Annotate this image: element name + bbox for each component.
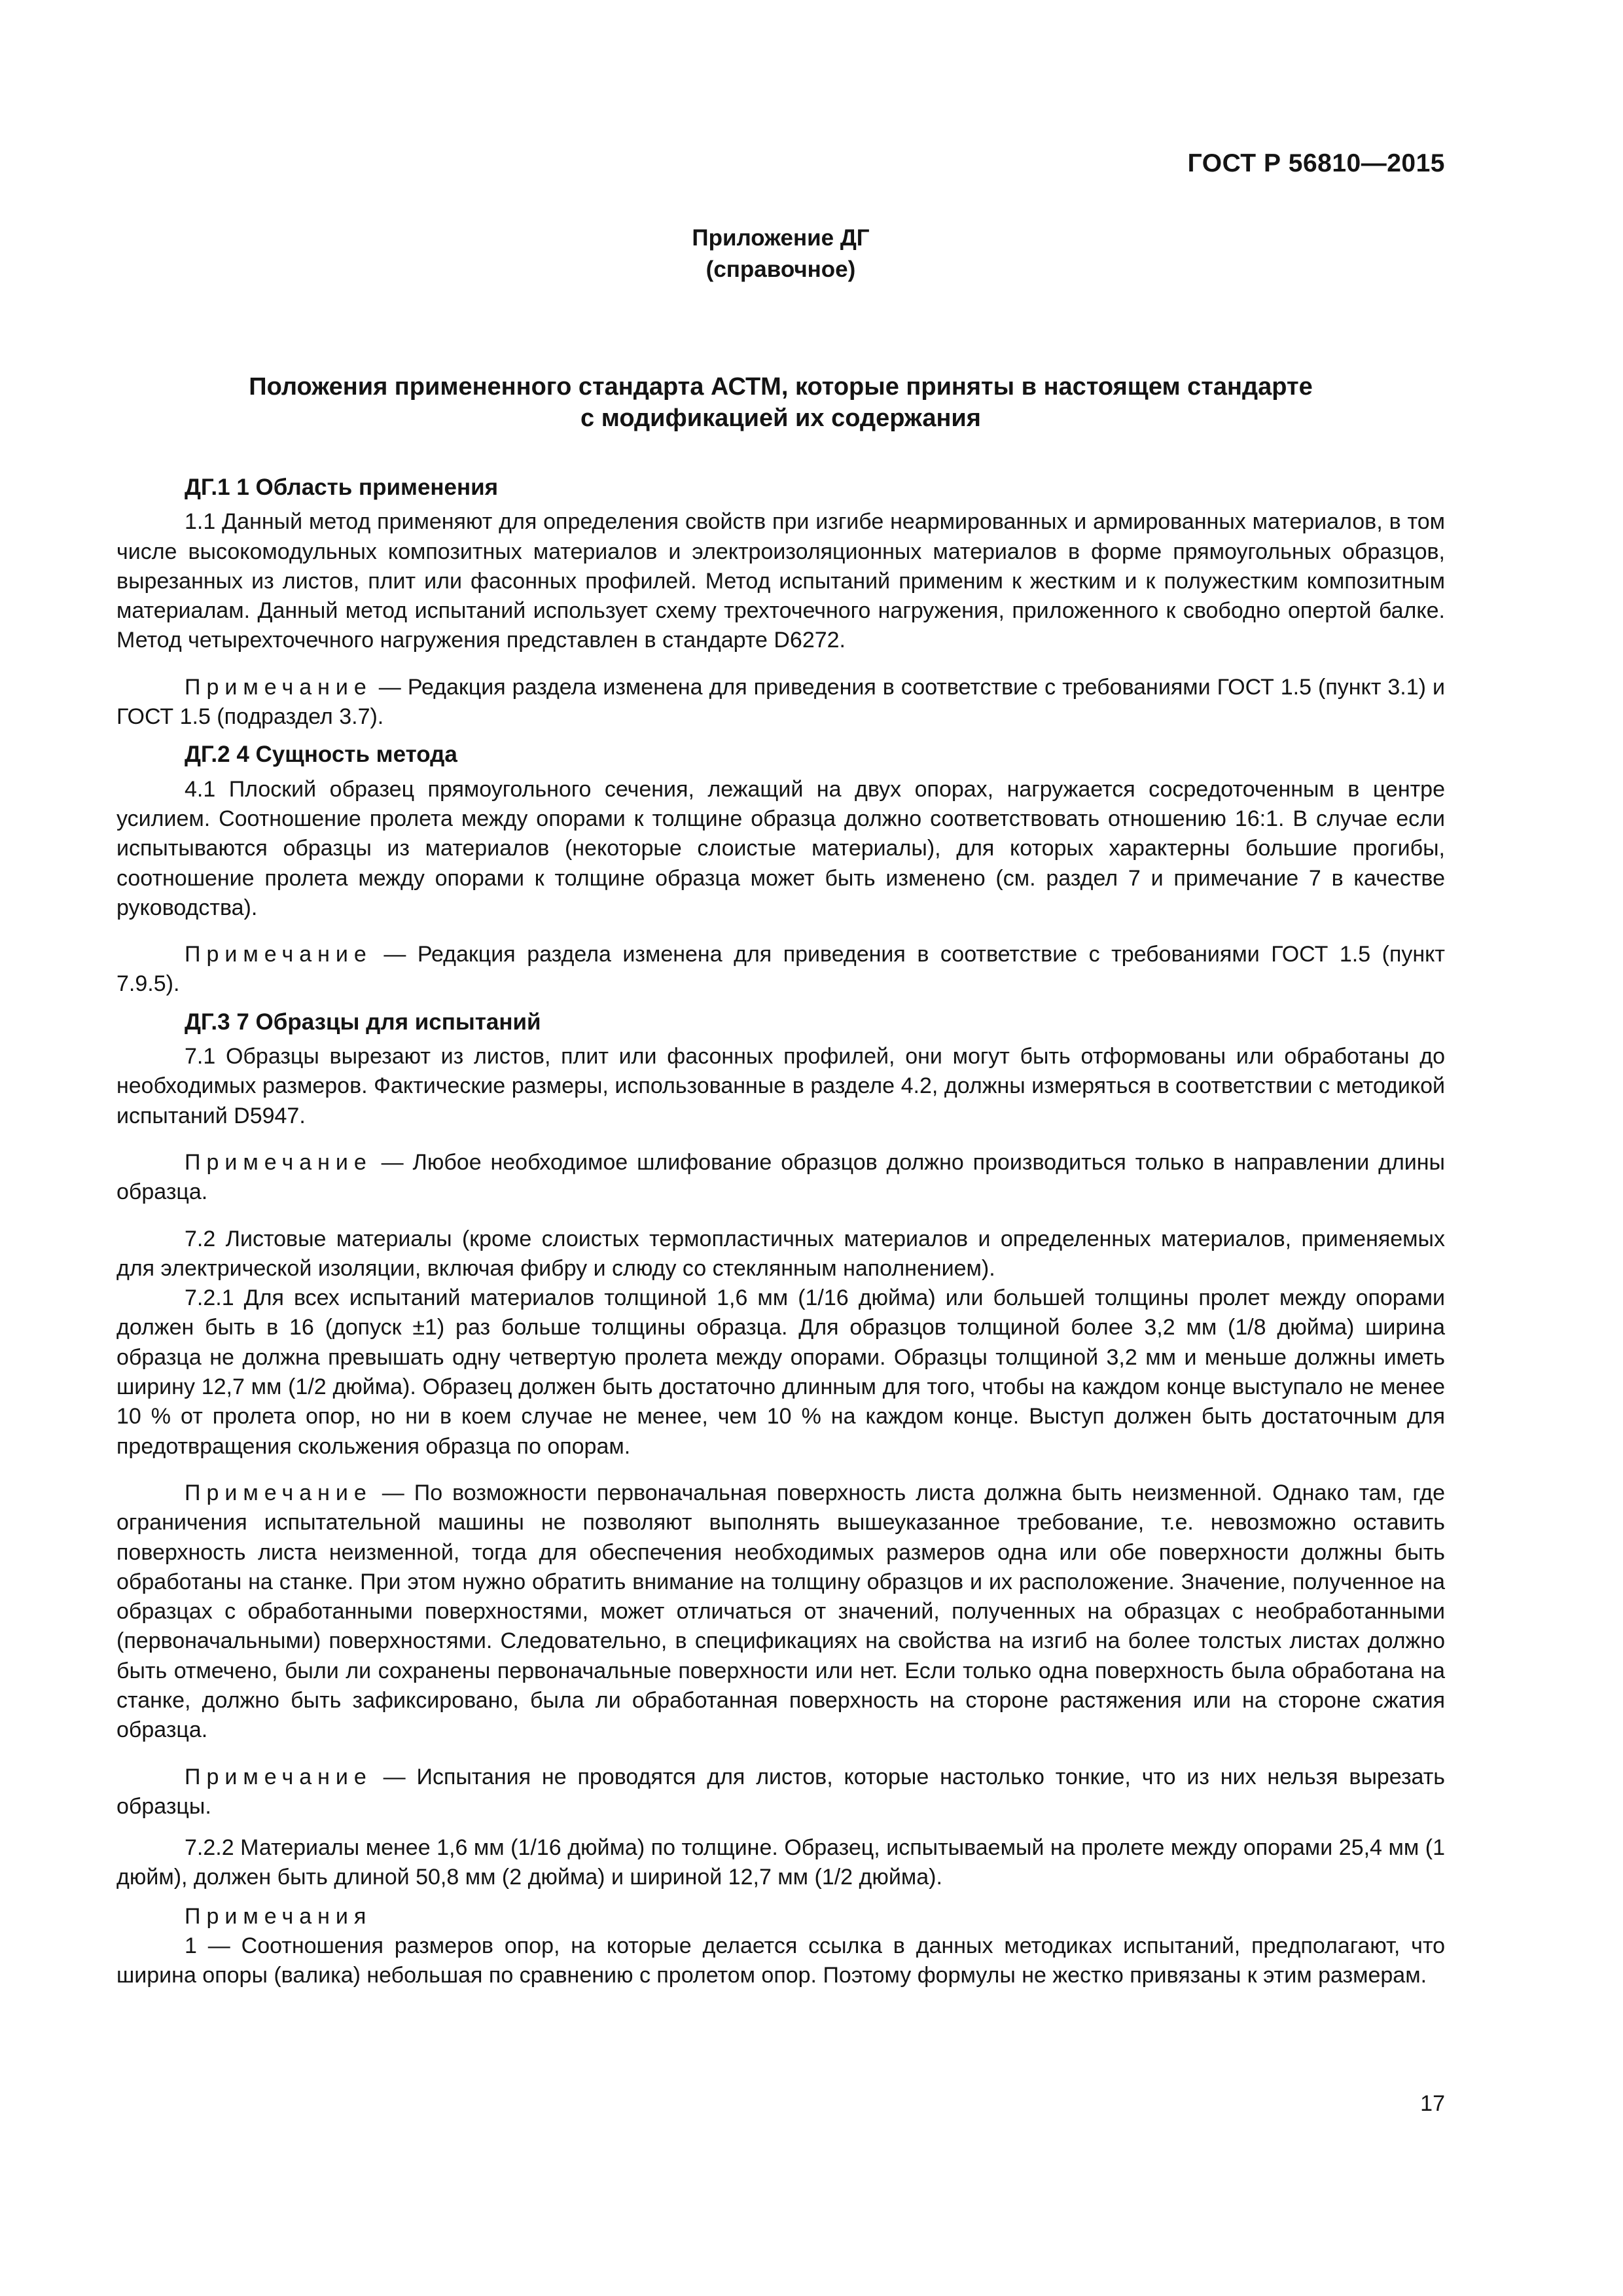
section-heading-dg2: ДГ.2 4 Сущность метода — [185, 742, 457, 768]
note-label: Примечание — [185, 1149, 372, 1175]
note-text: — Редакция раздела изменена для приведения в соответствие с требованиями ГОСТ 1.5 (пункт 3.1) и ГОСТ 1.5 (подраздел 3.7). — [116, 674, 1445, 730]
note-text: — Испытания не проводятся для листов, которые настолько тонкие, что из них нельзя вырезать образцы. — [116, 1764, 1445, 1819]
paragraph-7-2-1: 7.2.1 Для всех испытаний материалов толщиной 1,6 мм (1/16 дюйма) или большей толщины пролет между опорами должен быть в 16 (допуск ±1) раз больше толщины образца. Для образцов толщиной более 3,2 мм (1/8 дюйма) ширина образца не должна превышать одну четвертую пролета между опорами. Образцы толщиной 3,2 мм и меньше должны иметь ширину 12,7 мм (1/2 дюйма). Образец должен быть достаточно длинным для того, чтобы на каждом конце выступало не менее 10 % от пролета опор, но ни в коем случае не менее, чем 10 % на каждом конце. Выступ должен быть достаточным для предотвращения скольжения образца по опорам. — [116, 1285, 1445, 1459]
paragraph-7-2-2: 7.2.2 Материалы менее 1,6 мм (1/16 дюйма) по толщине. Образец, испытываемый на пролете между опорами 25,4 мм (1 дюйм), должен быть длиной 50,8 мм (2 дюйма) и шириной 12,7 мм (1/2 дюйма). — [116, 1835, 1445, 1890]
document-code: ГОСТ Р 56810—2015 — [1187, 149, 1445, 177]
paragraph-4-1: 4.1 Плоский образец прямоугольного сечения, лежащий на двух опорах, нагружается сосредоточенным в центре усилием. Соотношение пролета между опорами к толщине образца должно соответствовать отношению 16:1. В случае если испытываются образцы из материалов (некоторые слоистые материалы), для которых характерны большие прогибы, соотношение пролета между опорами к толщине образца может быть изменено (см. раздел 7 и примечание 7 в качестве руководства). — [116, 776, 1445, 920]
notes-label — [116, 1902, 1445, 1931]
note-7-2-1-b — [116, 1763, 1445, 1822]
notes-item-1: 1 — Соотношения размеров опор, на которые делается ссылка в данных методиках испытаний, предполагают, что ширина опоры (валика) небольшая по сравнению с пролетом опор. Поэтому формулы не жестко привязаны к этим размерам. — [116, 1933, 1445, 1988]
main-title-line-2: с модификацией их содержания — [580, 404, 981, 432]
note-label: Примечание — [185, 674, 372, 700]
main-title — [116, 371, 1445, 434]
paragraph-7-1: 7.1 Образцы вырезают из листов, плит или фасонных профилей, они могут быть отформованы или обработаны до необходимых размеров. Фактические размеры, использованные в разделе 4.2, должны измеряться в соответствии с методикой испытаний D5947. — [116, 1044, 1445, 1128]
note-text: — Любое необходимое шлифование образцов должно производиться только в направлении длины образца. — [116, 1149, 1445, 1205]
note-dg2 — [116, 940, 1445, 999]
spacer — [116, 1215, 1445, 1225]
paragraph-7-2: 7.2 Листовые материалы (кроме слоистых термопластичных материалов и определенных материалов, применяемых для электрической изоляции, включая фибру и слюду со стеклянным наполнением). — [116, 1226, 1445, 1281]
note-label: Примечание — [185, 1764, 372, 1789]
note-label: Примечание — [185, 1480, 372, 1505]
note-text: — По возможности первоначальная поверхность листа должна быть неизменной. Однако там, где ограничения испытательной машины не позволяют выполнять вышеуказанное требование, т.е. невозможно оставить поверхность листа неизменной, тогда для обеспечения необходимых размеров одна или обе поверхности должны быть обработаны на станке. При этом нужно обратить внимание на толщину образцов и их расположение. Значение, полученное на образцах с обработанными поверхностями, может отличаться от значений, полученных на образцах с необработанными (первоначальными) поверхностями. Следовательно, в спецификациях на свойства на изгиб на более толстых листах должно быть отмечено, были ли сохранены первоначальные поверхности или нет. Если только одна поверхность была обработана на станке, должно быть зафиксировано, была ли обработанная поверхность на стороне растяжения или на стороне сжатия образца. — [116, 1480, 1445, 1743]
paragraph-1-1: 1.1 Данный метод применяют для определения свойств при изгибе неармированных и армированных материалов, в том числе высокомодульных композитных материалов и электроизоляционных материалов в форме прямоугольных образцов, вырезанных из листов, плит или фасонных профилей. Метод испытаний применим к жестким и к полужестким композитным материалам. Данный метод испытаний использует схему трехточечного нагружения, приложенного к свободно опертой балке. Метод четырехточечного нагружения представлен в стандарте D6272. — [116, 509, 1445, 653]
appendix-title: Приложение ДГ — [692, 225, 870, 251]
notes-label-text: Примечания — [185, 1903, 372, 1929]
main-title-line-1: Положения примененного стандарта АСТМ, которые приняты в настоящем стандарте — [249, 373, 1313, 401]
document-body — [116, 466, 1445, 1991]
note-7-2-1-a — [116, 1479, 1445, 1746]
note-7-1 — [116, 1148, 1445, 1208]
note-label: Примечание — [185, 942, 372, 967]
appendix-type: (справочное) — [705, 257, 856, 282]
page-number: 17 — [1420, 2091, 1445, 2116]
note-dg1 — [116, 673, 1445, 732]
section-heading-dg1: ДГ.1 1 Область применения — [185, 475, 499, 500]
section-heading-dg3: ДГ.3 7 Образцы для испытаний — [185, 1009, 541, 1035]
note-text: — Редакция раздела изменена для приведения в соответствие с требованиями ГОСТ 1.5 (пункт 7.9.5). — [116, 942, 1445, 997]
appendix-header — [116, 223, 1445, 285]
document-page — [116, 0, 1445, 2296]
spacer — [116, 1893, 1445, 1902]
